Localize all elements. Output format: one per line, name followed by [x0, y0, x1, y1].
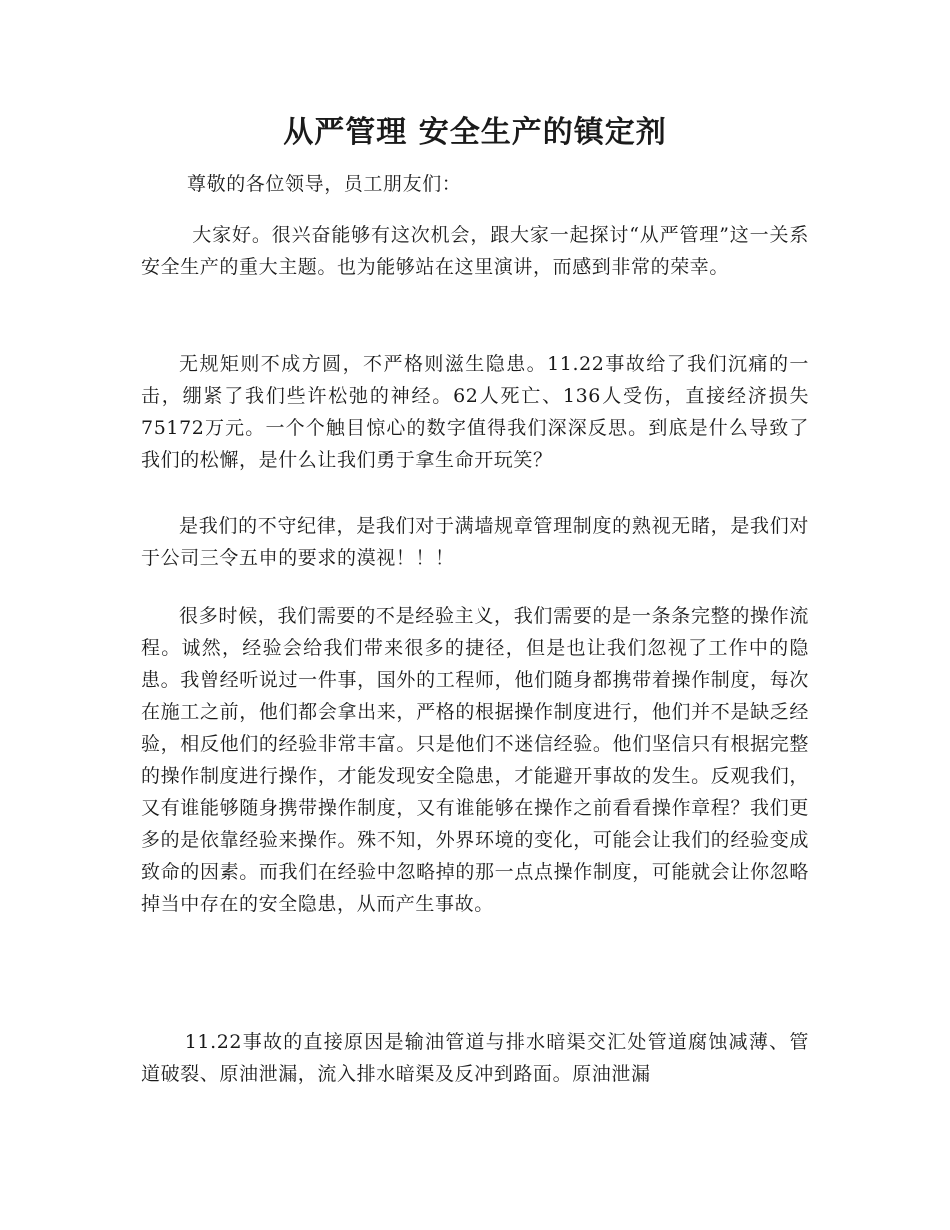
paragraph-2 — [141, 348, 809, 476]
paragraph-text: 很多时候，我们需要的不是经验主义，我们需要的是一条条完整的操作流程。诚然，经验会给我们带来很多的捷径，但是也让我们忽视了工作中的隐患。我曾经听说过一件事，国外的工程师，他们随身都携带着操作制度，每次在施工之前，他们都会拿出来，严格的根据操作制度进行，他们并不是缺乏经验，相反他们的经验非常丰富。只是他们不迷信经验。他们坚信只有根据完整的操作制度进行操作，才能发现安全隐患，才能避开事故的发生。反观我们，又有谁能够随身携带操作制度，又有谁能够在操作之前看看操作章程？我们更多的是依靠经验来操作。殊不知，外界环境的变化，可能会让我们的经验变成致命的因素。而我们在经验中忽略掉的那一点点操作制度，可能就会让你忽略掉当中存在的安全隐患，从而产生事故。 — [141, 605, 809, 915]
paragraph-1 — [141, 219, 809, 283]
paragraph-text: 无规矩则不成方圆，不严格则滋生隐患。11.22事故给了我们沉痛的一击，绷紧了我们些许松弛的神经。62人死亡、136人受伤，直接经济损失75172万元。一个个触目惊心的数字值得我们深深反思。到底是什么导致了我们的松懈，是什么让我们勇于拿生命开玩笑？ — [141, 353, 809, 471]
salutation: 尊敬的各位领导，员工朋友们： — [187, 173, 462, 195]
document-title: 从严管理 安全生产的镇定剂 — [283, 115, 667, 150]
paragraph-3 — [141, 510, 809, 574]
paragraph-5 — [141, 1026, 809, 1090]
paragraph-4 — [141, 600, 809, 920]
paragraph-text: 大家好。很兴奋能够有这次机会，跟大家一起探讨“从严管理”这一关系安全生产的重大主题。也为能够站在这里演讲，而感到非常的荣幸。 — [141, 224, 809, 278]
paragraph-text: 11.22事故的直接原因是输油管道与排水暗渠交汇处管道腐蚀减薄、管道破裂、原油泄漏，流入排水暗渠及反冲到路面。原油泄漏 — [141, 1031, 809, 1085]
paragraph-text: 是我们的不守纪律，是我们对于满墙规章管理制度的熟视无睹，是我们对于公司三令五申的要求的漠视！！！ — [141, 515, 809, 569]
